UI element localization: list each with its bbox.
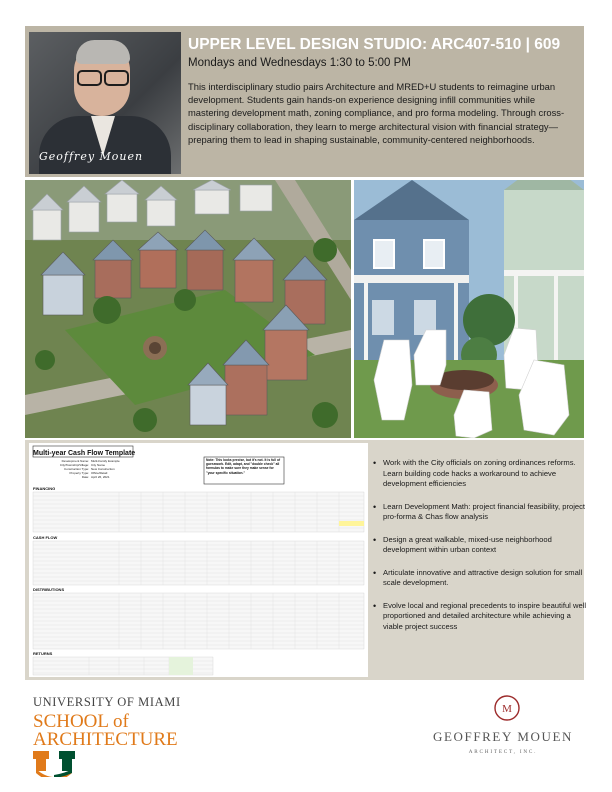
header-band [25, 26, 584, 177]
meta-value: New Construction [91, 467, 115, 471]
meta-value: Office/Retail [91, 471, 108, 475]
meta-label: City/Township/Village: [59, 463, 89, 467]
list-item: • Work with the City officials on zoning ordinances reforms. Learn building code hacks a workaround to achieve development efficiencies [383, 458, 590, 490]
cash-flow-spreadsheet [29, 443, 368, 677]
schedule-text: Mondays and Wednesdays 1:30 to 5:00 PM [188, 57, 411, 69]
section-label-cash-flow: CASH FLOW [33, 535, 58, 540]
school-name-line1: SCHOOL of [33, 711, 129, 732]
firm-subtitle: ARCHITECT, INC. [468, 749, 538, 755]
list-item: • Evolve local and regional precedents to inspire beautiful well proportioned and detailed architecture while achieving a viable project success [383, 601, 590, 633]
spreadsheet-note: Note: This looks precise, but it's not. It is full of guesswork. Edit, adapt, and "double check" all formulas to make sure they make sense for "your specific situation." [206, 458, 281, 475]
page-title: UPPER LEVEL DESIGN STUDIO: ARC407-510 | 609 [188, 36, 561, 53]
lower-panel [25, 440, 587, 680]
meta-value: April 26, 2021 [91, 475, 110, 479]
learning-objectives-list [371, 458, 590, 644]
meta-label: Construction Type: [64, 467, 89, 471]
list-item: • Articulate innovative and attractive design solution for small scale development. [383, 568, 590, 589]
meta-label: Development Name: [61, 459, 89, 463]
portrait-signature: Geoffrey Mouen [39, 150, 144, 163]
portrait-photo [29, 32, 181, 174]
university-name: UNIVERSITY OF MIAMI [33, 695, 181, 709]
section-label-distributions: DISTRIBUTIONS [33, 587, 65, 592]
porch-adirondack-chairs-photo [354, 180, 584, 438]
aerial-neighborhood-photo [25, 180, 351, 438]
list-item: • Design a great walkable, mixed-use neighborhood development within urban context [383, 535, 590, 556]
meta-label: Property Type: [69, 471, 89, 475]
school-name-line2: ARCHITECTURE [33, 729, 178, 750]
course-description: This interdisciplinary studio pairs Architecture and MRED+U students to reimagine urban development. Students gain hands-on experience designing infill communities while mastering development math, zoning compliance, and pro forma modeling. Through cross-disciplinary collaboration, they learn to merge architectural vision with financial strategy—preparing them to lead in shaping sustainable, community-centered neighborhoods. [188, 81, 565, 145]
meta-label: Date: [81, 475, 89, 479]
svg-text:M: M [502, 703, 512, 715]
list-item: • Learn Development Math: project financial feasibility, project pro-forma & Chas flow analysis [383, 502, 590, 523]
spreadsheet-title: Multi-year Cash Flow Template [33, 450, 136, 457]
section-label-returns: RETURNS [33, 651, 53, 656]
section-label-financing: FINANCING [33, 486, 56, 491]
meta-value: City Name [91, 463, 106, 467]
firm-name: GEOFFREY MOUEN [432, 729, 573, 744]
meta-value: Multi-Family Example [91, 459, 120, 463]
um-u-logo-icon [33, 751, 75, 777]
